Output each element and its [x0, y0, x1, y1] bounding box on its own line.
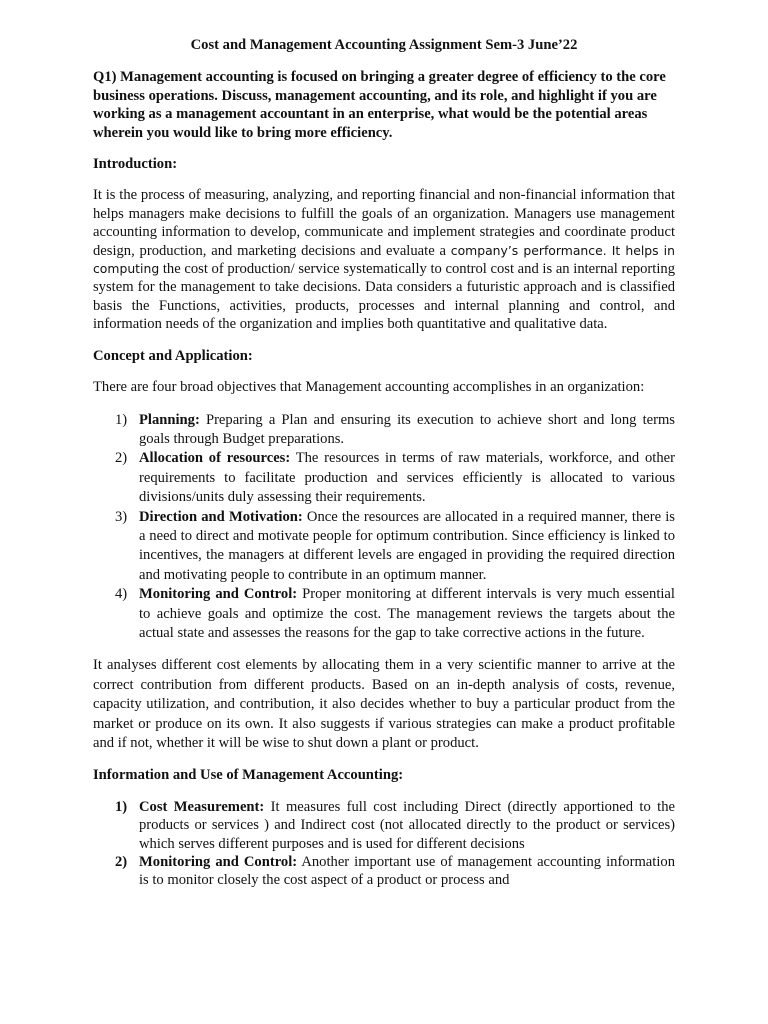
list-item	[93, 853, 675, 890]
intro-text-mono: company’s performance. It helps in computing	[93, 242, 675, 277]
list-item	[93, 798, 675, 853]
list-term: Direction and Motivation:	[139, 508, 303, 525]
concept-summary: It analyses different cost elements by allocating them in a very scientific manner to arrive at the correct contribution from different products. Based on an in-depth analysis of costs, revenue, capacity utilization, and contribution, it also decides whether to buy a particular product from the market or produce on its own. It also suggests if various strategies can make a product profitable and if not, whether it will be wise to shut down a plant or product.	[93, 657, 675, 751]
uses-list	[93, 798, 675, 890]
list-number: 1)	[115, 411, 128, 428]
list-item	[93, 449, 675, 507]
document-title: Cost and Management Accounting Assignment Sem-3 June’22	[190, 37, 578, 53]
concept-heading: Concept and Application:	[93, 347, 253, 364]
list-text: Proper monitoring at different intervals is very much essential to achieve goals and optimize the cost. The management reviews the targets about the actual state and assesses the reasons for the gap to take corrective actions in the future.	[139, 586, 675, 641]
list-number: 1)	[115, 798, 128, 815]
intro-paragraph	[93, 186, 675, 333]
list-number: 2)	[115, 450, 128, 467]
list-item	[93, 508, 675, 586]
list-term: Cost Measurement:	[139, 798, 265, 815]
list-number: 3)	[115, 508, 128, 525]
list-item	[93, 411, 675, 450]
list-text: It measures full cost including Direct (directly apportioned to the products or services ) and Indirect cost (not allocated directly to the product or services) which serves different purposes and is used for different decisions	[139, 798, 675, 852]
list-text: Another important use of management accounting information is to monitor closely the cost aspect of a product or process and	[139, 854, 675, 889]
list-term: Monitoring and Control:	[139, 586, 298, 603]
concept-lead: There are four broad objectives that Management accounting accomplishes in an organization:	[93, 379, 645, 396]
document-body	[93, 36, 675, 903]
list-text: The resources in terms of raw materials, workforce, and other requirements to facilitate production and services efficiently is allocated to various divisions/units duly assessing their requirements.	[139, 450, 675, 506]
list-number: 2)	[115, 854, 128, 871]
question-text: Q1) Management accounting is focused on bringing a greater degree of efficiency to the core business operations. Discuss, management accounting, and its role, and highlight if you are working as a management accountant in an enterprise, what would be the potential areas wherein you would like to bring more efficiency.	[93, 69, 666, 141]
intro-text-b: the cost of production/ service systematically to control cost and is an internal reporting system for the management to take decisions. Data considers a futuristic approach and is classified basis the Functions, activities, products, processes and internal planning and control, and information needs of the organization and implies both quantitative and qualitative data.	[93, 261, 675, 333]
info-use-heading: Information and Use of Management Accounting:	[93, 767, 404, 784]
list-term: Allocation of resources:	[139, 450, 291, 467]
intro-text-a: It is the process of measuring, analyzing, and reporting financial and non-financial information that helps managers make decisions to fulfill the goals of an organization. Managers use management accounting information to develop, communicate and implement strategies and coordinate product design, production, and marketing decisions and evaluate a	[93, 187, 675, 259]
intro-heading: Introduction:	[93, 156, 178, 173]
list-term: Monitoring and Control:	[139, 854, 298, 871]
list-text: Preparing a Plan and ensuring its execution to achieve short and long terms goals through Budget preparations.	[139, 411, 675, 447]
list-number: 4)	[115, 586, 128, 603]
objectives-list	[93, 411, 675, 644]
list-term: Planning:	[139, 411, 200, 428]
list-text: Once the resources are allocated in a required manner, there is a need to direct and motivate people for optimum contribution. Since efficiency is linked to incentives, the managers at different levels are engaged in providing the required direction and motivating people to contribute in an optimum manner.	[139, 508, 675, 583]
list-item	[93, 585, 675, 643]
